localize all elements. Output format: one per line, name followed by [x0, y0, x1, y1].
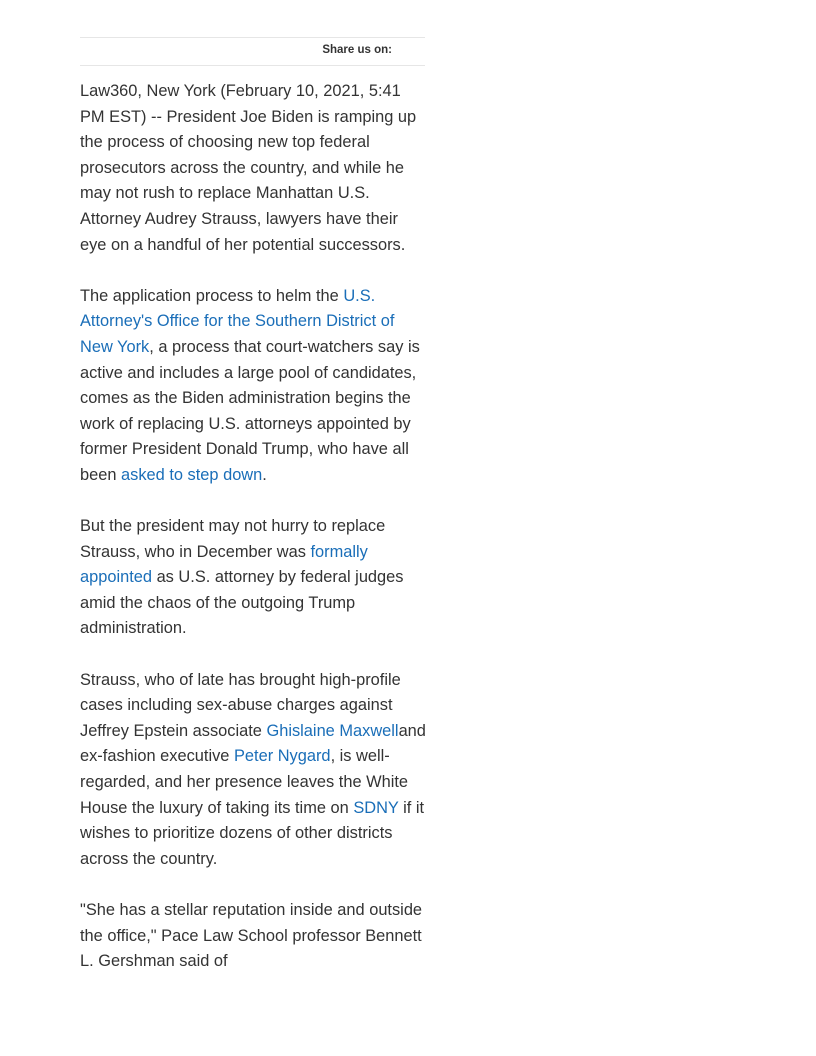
- article-link[interactable]: formally appointed: [80, 542, 368, 587]
- article-paragraph: [80, 79, 426, 258]
- article-text: Law360, New York (February 10, 2021, 5:41 PM EST) -- President Joe Biden is ramping up the process of choosing new top federal prosecutors across the country, and while he may not rush to replace Manhattan U.S. Attorney Audrey Strauss, lawyers have their eye on a handful of her potential successors.: [80, 82, 417, 254]
- article-paragraph: [80, 514, 426, 642]
- article-link[interactable]: U.S. Attorney's Office for the Southern District of New York: [80, 286, 395, 356]
- article-link[interactable]: Peter Nygard: [233, 747, 331, 766]
- article-text: and ex-fashion executive: [80, 721, 426, 766]
- article-text: .: [262, 465, 267, 484]
- article-text: But the president may not hurry to replace Strauss, who in December was: [80, 517, 386, 561]
- share-bar: [80, 37, 425, 66]
- article-link[interactable]: Ghislaine Maxwell: [266, 721, 399, 740]
- article-link[interactable]: SDNY: [353, 798, 399, 817]
- article-body: [80, 79, 426, 1000]
- article-paragraph: [80, 898, 426, 975]
- article-text: , is well-regarded, and her presence leaves the White House the luxury of taking its time on: [80, 747, 409, 817]
- article-text: Strauss, who of late has brought high-profile cases including sex-abuse charges against Jeffrey Epstein associate: [80, 670, 401, 740]
- article-text: as U.S. attorney by federal judges amid the chaos of the outgoing Trump administration.: [80, 568, 404, 638]
- article-text: , a process that court-watchers say is active and includes a large pool of candidates, comes as the Biden administration begins the work of replacing U.S. attorneys appointed by former President Donald Trump, who have all been: [80, 337, 420, 484]
- share-label: Share us on:: [322, 44, 392, 56]
- article-paragraph: [80, 668, 426, 873]
- article-text: The application process to helm the: [80, 286, 344, 305]
- article-text: if it wishes to prioritize dozens of other districts across the country.: [80, 798, 425, 868]
- article-text: "She has a stellar reputation inside and outside the office," Pace Law School professor Bennett L. Gershman said of: [80, 901, 423, 971]
- article-link[interactable]: asked to step down: [121, 465, 263, 484]
- article-paragraph: [80, 284, 426, 489]
